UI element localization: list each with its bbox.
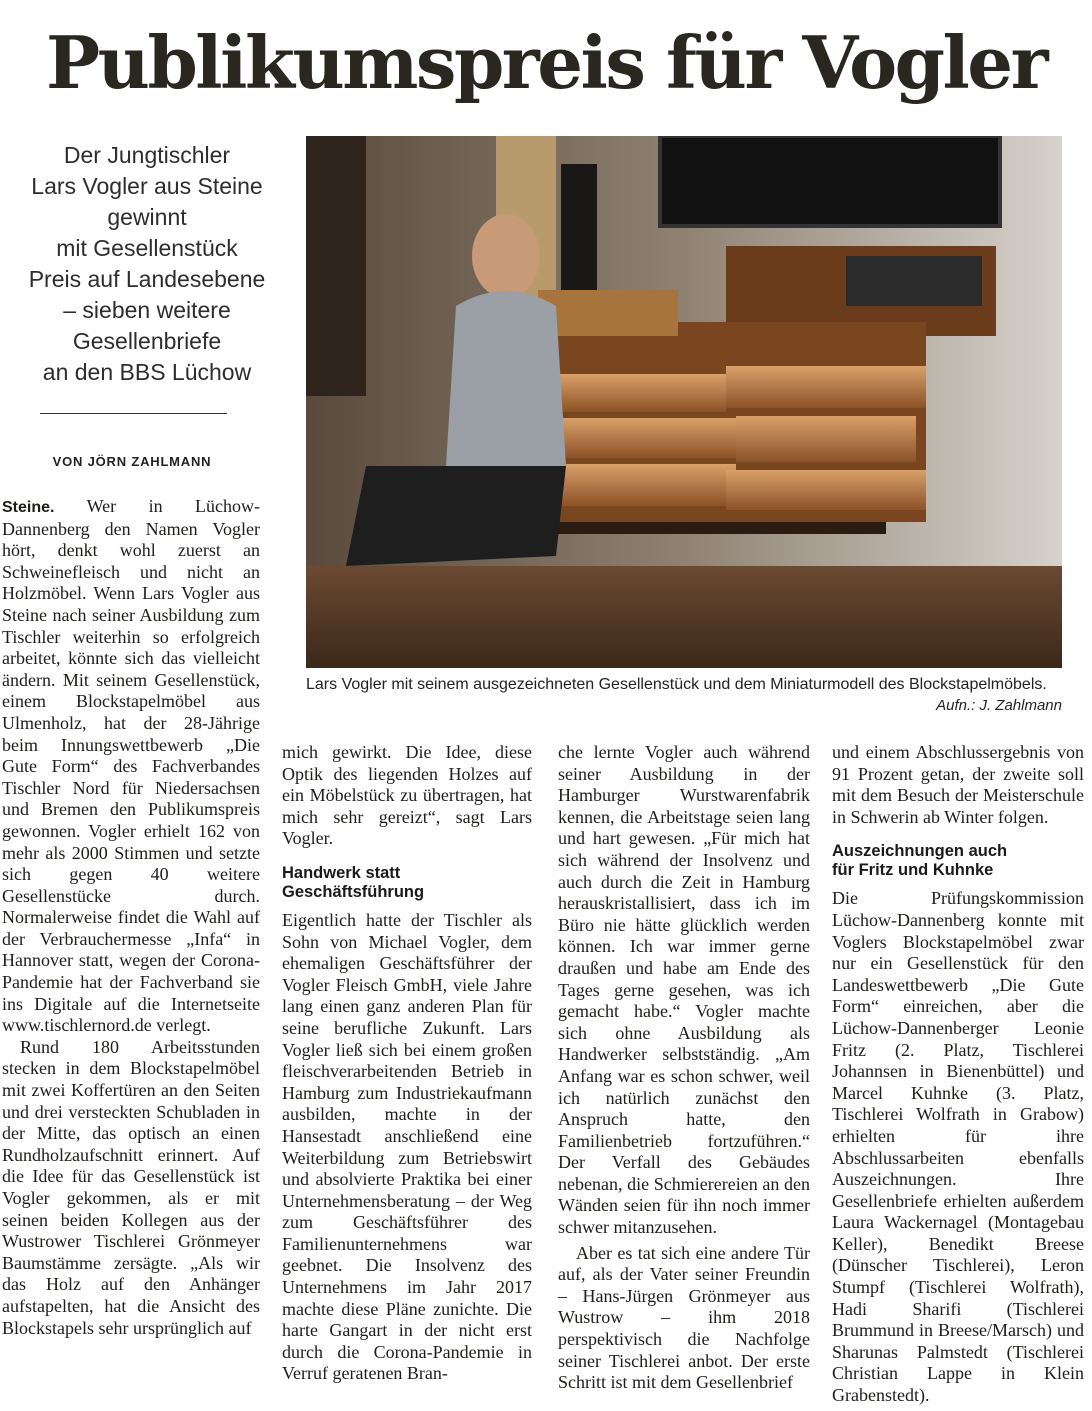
subhead-divider: [40, 413, 227, 414]
section-heading: [832, 842, 1084, 880]
photo-caption: Lars Vogler mit seinem ausgezeichneten Gesellenstück und dem Miniaturmodell des Blockstapelmöbels.: [306, 676, 1047, 693]
paragraph: Die Prüfungskommission Lüchow-Dannenberg konnte mit Voglers Blockstapelmöbel zwar nur ein Gesellenstück für den Landeswettbewerb „Die Gute Form“ einreichen, aber die Lüchow-Dannenberger Leonie Fritz (2. Platz, Tischlerei Johannsen in Bienenbüttel) und Marcel Kuhnke (3. Platz, Tischlerei Wolfrath in Grabow) erhielten für ihre Abschlussarbeiten ebenfalls Auszeichnungen. Ihre Gesellenbriefe erhielten außerdem Laura Wackernagel (Montagebau Keller), Benedikt Breese (Dünscher Tischlerei), Leron Stumpf (Tischlerei Wolfrath), Hadi Sharifi (Tischlerei Brummund in Breese/Marsch) und Sharunas Palmstedt (Tischlerei Christian Lappe in Klein Grabenstedt).: [832, 888, 1084, 1406]
headline: Publikumspreis für Vogler: [45, 20, 1047, 105]
photo-illustration: [306, 136, 1062, 668]
paragraph: Eigentlich hatte der Tischler als Sohn von Michael Vogler, dem ehemaligen Geschäftsführer der Vogler Fleisch GmbH, viele Jahre lang einen ganz anderen Plan für seine berufliche Zukunft. Lars Vogler ließ sich bei einem großen fleischverarbeitenden Betrieb in Hamburg zum Industriekaufmann ausbilden, machte in der Hansestadt anschließend eine Weiterbildung zum Betriebswirt und absolvierte Praktika bei einer Unternehmensberatung – der Weg zum Geschäftsführer des Familienunternehmens war geebnet. Die Insolvenz des Unternehmens im Jahr 2017 machte diese Pläne zunichte. Die harte Gangart in der nicht erst durch die Corona-Pandemie in Verruf geratenen Bran-: [282, 909, 532, 1384]
article-column-2: [282, 742, 532, 1385]
section-heading-line: Geschäftsführung: [282, 882, 425, 901]
section-heading: [282, 864, 532, 902]
subhead-line: Lars Vogler aus Steine: [31, 173, 263, 199]
article-column-1: [2, 496, 260, 1339]
paragraph: [2, 496, 260, 1037]
paragraph: Rund 180 Arbeitsstunden stecken in dem Blockstapelmöbel mit zwei Koffertüren an den Seiten und drei versteckten Schubladen in der Mitte, das optisch an einen Rundholzaufschnitt erinnert. Auf die Idee für das Gesellenstück ist Vogler gekommen, als er mit seinen beiden Kollegen aus der Wustrower Tischlerei Grönmeyer Baumstämme zersägte. „Als wir das Holz auf den Anhänger aufstapelten, hat die Ansicht des Blockstapels sehr ursprünglich auf: [2, 1036, 260, 1338]
paragraph: mich gewirkt. Die Idee, diese Optik des liegenden Holzes auf ein Möbelstück zu übertragen, hat mich sehr gereizt“, sagt Lars Vogler.: [282, 742, 532, 849]
paragraph: che lernte Vogler auch während seiner Ausbildung in der Hamburger Wurstwarenfabrik kennen, die Arbeitstage seien lang und hart gewesen. „Für mich hat sich während der Insolvenz und auch durch die Zeit in Hamburg herauskristallisiert, dass ich im Büro nie hätte glücklich werden können. Ich war immer gerne draußen und habe am Ende des Tages gerne gesehen, was ich gemacht habe.“ Vogler machte sich ohne Ausbildung als Handwerker selbstständig. „Am Anfang war es schon schwer, weil ich natürlich zunächst den Anspruch hatte, den Familienbetrieb fortzuführen.“ Der Verfall des Gebäudes nebenan, die Schmierereien an den Wänden seien für ihn noch immer schwer mitanzusehen.: [558, 742, 810, 1238]
subhead-line: – sieben weitere: [63, 297, 231, 323]
article-column-3: [558, 742, 810, 1394]
subhead-line: an den BBS Lüchow: [42, 359, 252, 385]
subheadline: [2, 140, 292, 388]
subhead-line: Der Jungtischler: [63, 142, 231, 168]
dateline: Steine.: [2, 499, 55, 516]
byline: VON JÖRN ZAHLMANN: [52, 454, 212, 469]
paragraph: und einem Abschlussergebnis von 91 Prozent getan, der zweite soll mit dem Besuch der Meisterschule in Schwerin ab Winter folgen.: [832, 742, 1084, 827]
paragraph: Aber es tat sich eine andere Tür auf, als der Vater seiner Freundin – Hans-Jürgen Grönmeyer aus Wustrow – ihm 2018 perspektivisch die Nachfolge seiner Tischlerei anbot. Der erste Schritt ist mit dem Gesellenbrief: [558, 1242, 810, 1393]
photo-credit: Aufn.: J. Zahlmann: [936, 697, 1062, 714]
subhead-line: Preis auf Landesebene: [28, 266, 266, 292]
section-heading-line: Auszeichnungen auch: [832, 842, 1008, 861]
section-heading-line: Handwerk statt: [282, 863, 401, 882]
paragraph-text: Wer in Lüchow-Dannenberg den Namen Vogler hört, denkt wohl zuerst an Schweinefleisch und nicht an Holzmöbel. Wenn Lars Vogler aus Steine nach seiner Ausbildung zum Tischler weiterhin so erfolgreich arbeitet, könnte sich das vielleicht ändern. Mit seinem Gesellenstück, einem Blockstapelmöbel aus Ulmenholz, hat der 28-Jährige beim Innungswettbewerb „Die Gute Form“ des Fachverbandes Tischler Nord für Niedersachsen und Bremen den Publikumspreis gewonnen. Vogler erhielt 162 von mehr als 2000 Stimmen und setzte sich gegen 40 weitere Gesellenstücke durch. Normalerweise findet die Wahl auf der Verbrauchermesse „Infa“ in Hannover statt, wegen der Corona-Pandemie hat der Fachverband sie ins Digitale auf die Internetseite www.tischlernord.de verlegt.: [2, 496, 260, 1036]
section-heading-line: für Fritz und Kuhnke: [832, 861, 994, 880]
subhead-line: Gesellenbriefe: [72, 328, 222, 354]
article-photo: [306, 136, 1062, 668]
subhead-line: mit Gesellenstück: [56, 235, 238, 261]
article-column-4: [832, 742, 1084, 1407]
subhead-line: gewinnt: [107, 204, 187, 230]
